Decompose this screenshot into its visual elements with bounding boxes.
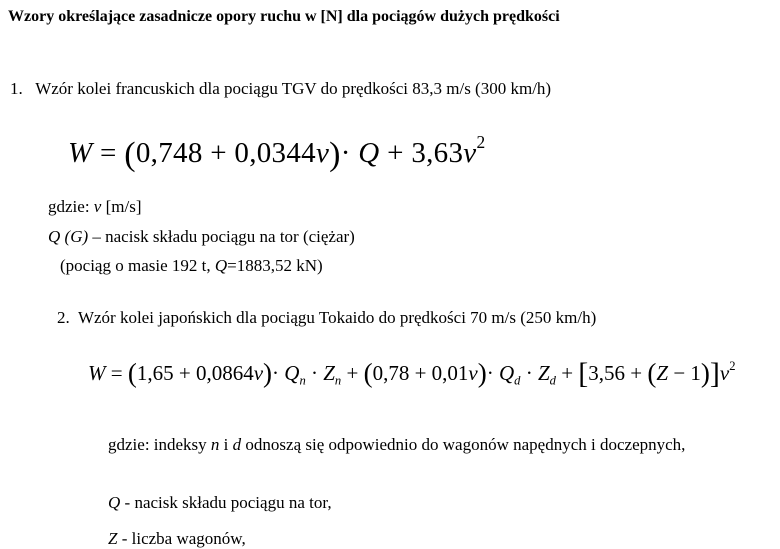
example-line: (pociąg o masie 192 t, Q=1883,52 kN): [60, 256, 323, 275]
indices-paragraph: gdzie: indeksy n i d odnoszą się odpowiednio do wagonów napędnych i doczepnych,: [108, 435, 686, 454]
formula-tgv: $W = (0,748 + 0,0344v)\cdot Q + 3,63v^2$: [68, 132, 486, 173]
z-definition-line: Z - liczba wagonów,: [108, 529, 246, 548]
section-2-heading: [57, 308, 596, 328]
where-v-line: gdzie: v [m/s]: [48, 197, 142, 216]
section-2-number: 2.: [57, 308, 70, 327]
section-2-heading-text: Wzór kolei japońskich dla pociągu Tokaido do prędkości 70 m/s (250 km/h): [77, 308, 597, 327]
section-1-heading-text: Wzór kolei francuskich dla pociągu TGV do prędkości 83,3 m/s (300 km/h): [35, 79, 552, 98]
formula-tokaido: $W = (1,65 + 0,0864v)\cdot Q_n \cdot Z_n + (0,78 + 0,01v)\cdot Q_d \cdot Z_d + [3,56 + (Z - 1)]v^2$: [88, 357, 736, 390]
section-1-heading: [10, 79, 551, 99]
where-q-line: Q (G) – nacisk składu pociągu na tor (ciężar): [48, 227, 355, 246]
q-definition-line: Q - nacisk składu pociągu na tor,: [108, 493, 332, 512]
page-title: Wzory określające zasadnicze opory ruchu w [N] dla pociągów dużych prędkości: [8, 8, 560, 25]
section-1-number: 1.: [10, 79, 23, 98]
